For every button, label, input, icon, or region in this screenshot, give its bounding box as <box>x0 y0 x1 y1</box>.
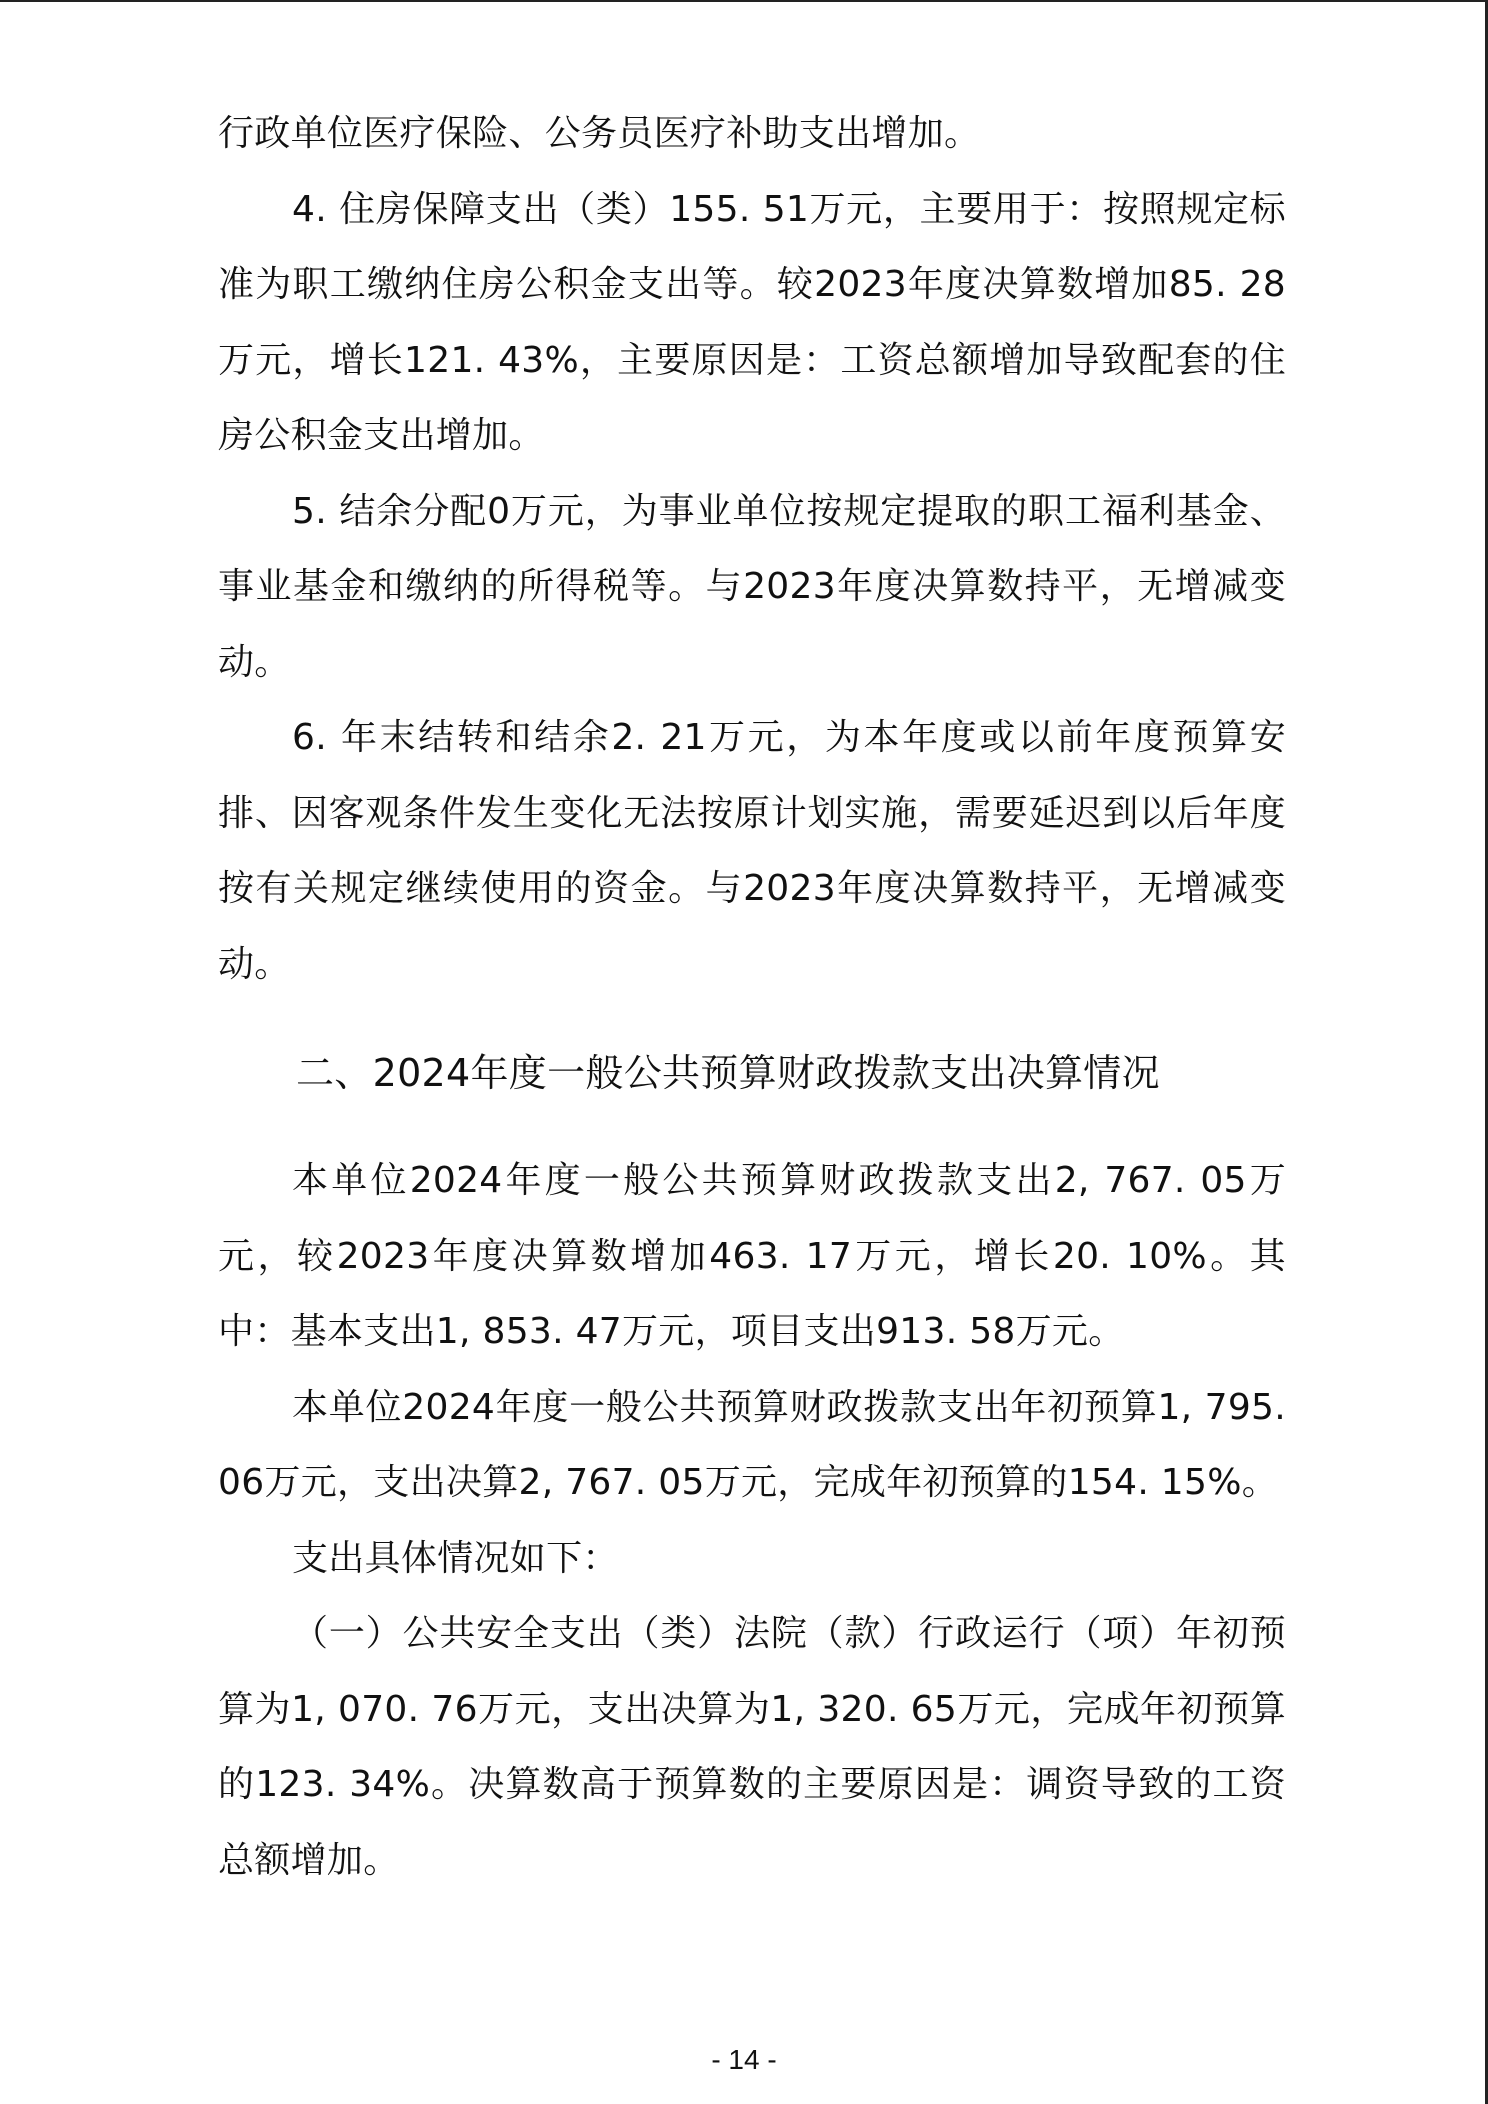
paragraph-surplus-distribution: 5. 结余分配0万元，为事业单位按规定提取的职工福利基金、事业基金和缴纳的所得税等。与2023年度决算数持平，无增减变动。 <box>218 490 1286 683</box>
paragraph-budget-completion: 本单位2024年度一般公共预算财政拨款支出年初预算1, 795. 06万元，支出决算2, 767. 05万元，完成年初预算的154. 15%。 <box>218 1386 1286 1503</box>
document-body <box>218 96 1286 1898</box>
section-heading: 二、2024年度一般公共预算财政拨款支出决算情况 <box>296 1051 1160 1095</box>
paragraph-total-expenditure: 本单位2024年度一般公共预算财政拨款支出2, 767. 05万元，较2023年度决算数增加463. 17万元，增长20. 10%。其中：基本支出1, 853. 47万元，项目支出913. 58万元。 <box>218 1160 1286 1352</box>
paragraph-details-intro: 支出具体情况如下： <box>292 1537 619 1579</box>
paragraph-continuation: 行政单位医疗保险、公务员医疗补助支出增加。 <box>218 113 981 154</box>
paragraph-year-end-balance: 6. 年末结转和结余2. 21万元，为本年度或以前年度预算安排、因客观条件发生变化无法按原计划实施，需要延迟到以后年度按有关规定继续使用的资金。与2023年度决算数持平，无增减变动。 <box>218 717 1286 985</box>
page-top-border <box>0 0 1488 2</box>
page-number: - 14 - <box>711 2044 777 2075</box>
paragraph-housing-expenditure: 4. 住房保障支出（类）155. 51万元，主要用于：按照规定标准为职工缴纳住房公积金支出等。较2023年度决算数增加85. 28万元，增长121. 43%，主要原因是：工资总额增加导致配套的住房公积金支出增加。 <box>218 188 1286 456</box>
paragraph-public-safety: （一）公共安全支出（类）法院（款）行政运行（项）年初预算为1, 070. 76万元，支出决算为1, 320. 65万元，完成年初预算的123. 34%。决算数高于预算数的主要原因是：调资导致的工资总额增加。 <box>218 1613 1286 1881</box>
